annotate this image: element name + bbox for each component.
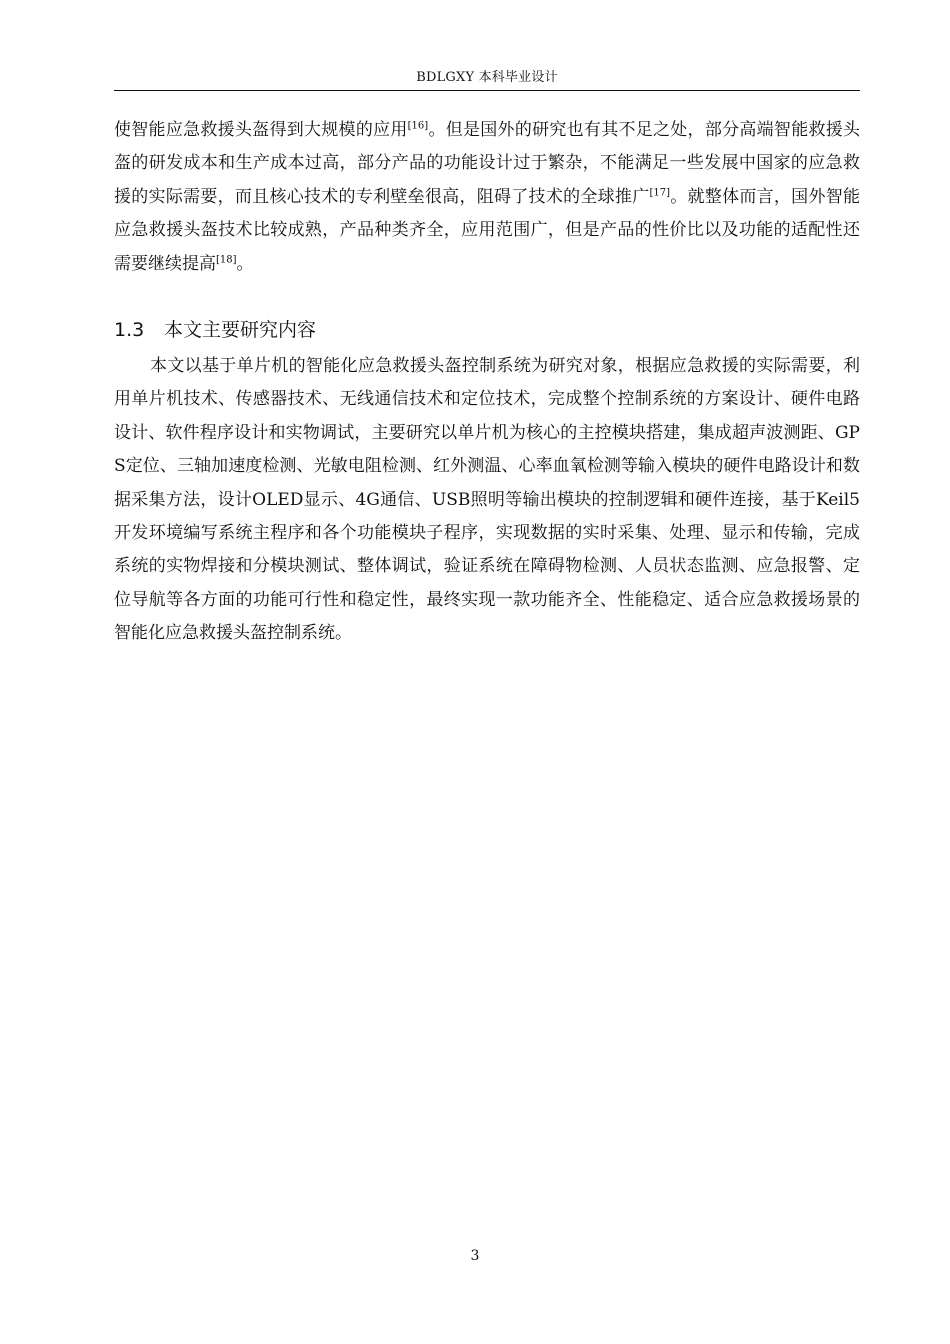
section-heading — [114, 316, 860, 344]
citation-ref: [17] — [649, 187, 670, 199]
citation-ref: [16] — [407, 120, 429, 132]
paragraph-research-content — [114, 350, 860, 651]
paragraph-text: 。 — [236, 253, 254, 274]
section-number: 1.3 — [114, 319, 145, 342]
paragraph-text: 本文以基于单片机的智能化应急救援头盔控制系统为研究对象，根据应急救援的实际需要，利用单片机技术、传感器技术、无线通信技术和定位技术，完成整个控制系统的方案设计、硬件电路设计、软件程序设计和实物调试，主要研究以单片机为核心的主控模块搭建，集成超声波测距、GPS定位、三轴加速度检测、光敏电阻检测、红外测温、心率血氧检测等输入模块的硬件电路设计和数据采集方法，设计OLED显示、4G通信、USB照明等输出模块的控制逻辑和硬件连接，基于Keil5开发环境编写系统主程序和各个功能模块子程序，实现数据的实时采集、处理、显示和传输，完成系统的实物焊接和分模块测试、整体调试，验证系统在障碍物检测、人员状态监测、应急报警、定位导航等各方面的功能可行性和稳定性，最终实现一款功能齐全、性能稳定、适合应急救援场景的智能化应急救援头盔控制系统。 — [114, 356, 860, 644]
page-header — [114, 68, 860, 91]
paragraph-text: 使智能应急救援头盔得到大规模的应用 — [114, 120, 408, 140]
header-title: BDLGXY 本科毕业设计 — [416, 70, 558, 85]
page-number-text: 3 — [470, 1248, 480, 1264]
paragraph-overseas-research — [114, 114, 860, 281]
citation-ref: [18] — [216, 253, 237, 265]
section-title: 本文主要研究内容 — [164, 319, 317, 342]
page-number — [0, 1246, 950, 1266]
paragraph-text: 。就整体而言，国外智能应急救援头盔技术比较成熟，产品种类齐全，应用范围广，但是产品的性价比以及功能的适配性还需要继续提高 — [114, 186, 861, 274]
paragraph-text: 。但是国外的研究也有其不足之处，部分高端智能救援头盔的研发成本和生产成本过高，部分产品的功能设计过于繁杂，不能满足一些发展中国家的应急救援的实际需要，而且核心技术的专利壁垒很高，阻碍了技术的全球推广 — [114, 120, 861, 207]
document-body — [114, 114, 860, 651]
